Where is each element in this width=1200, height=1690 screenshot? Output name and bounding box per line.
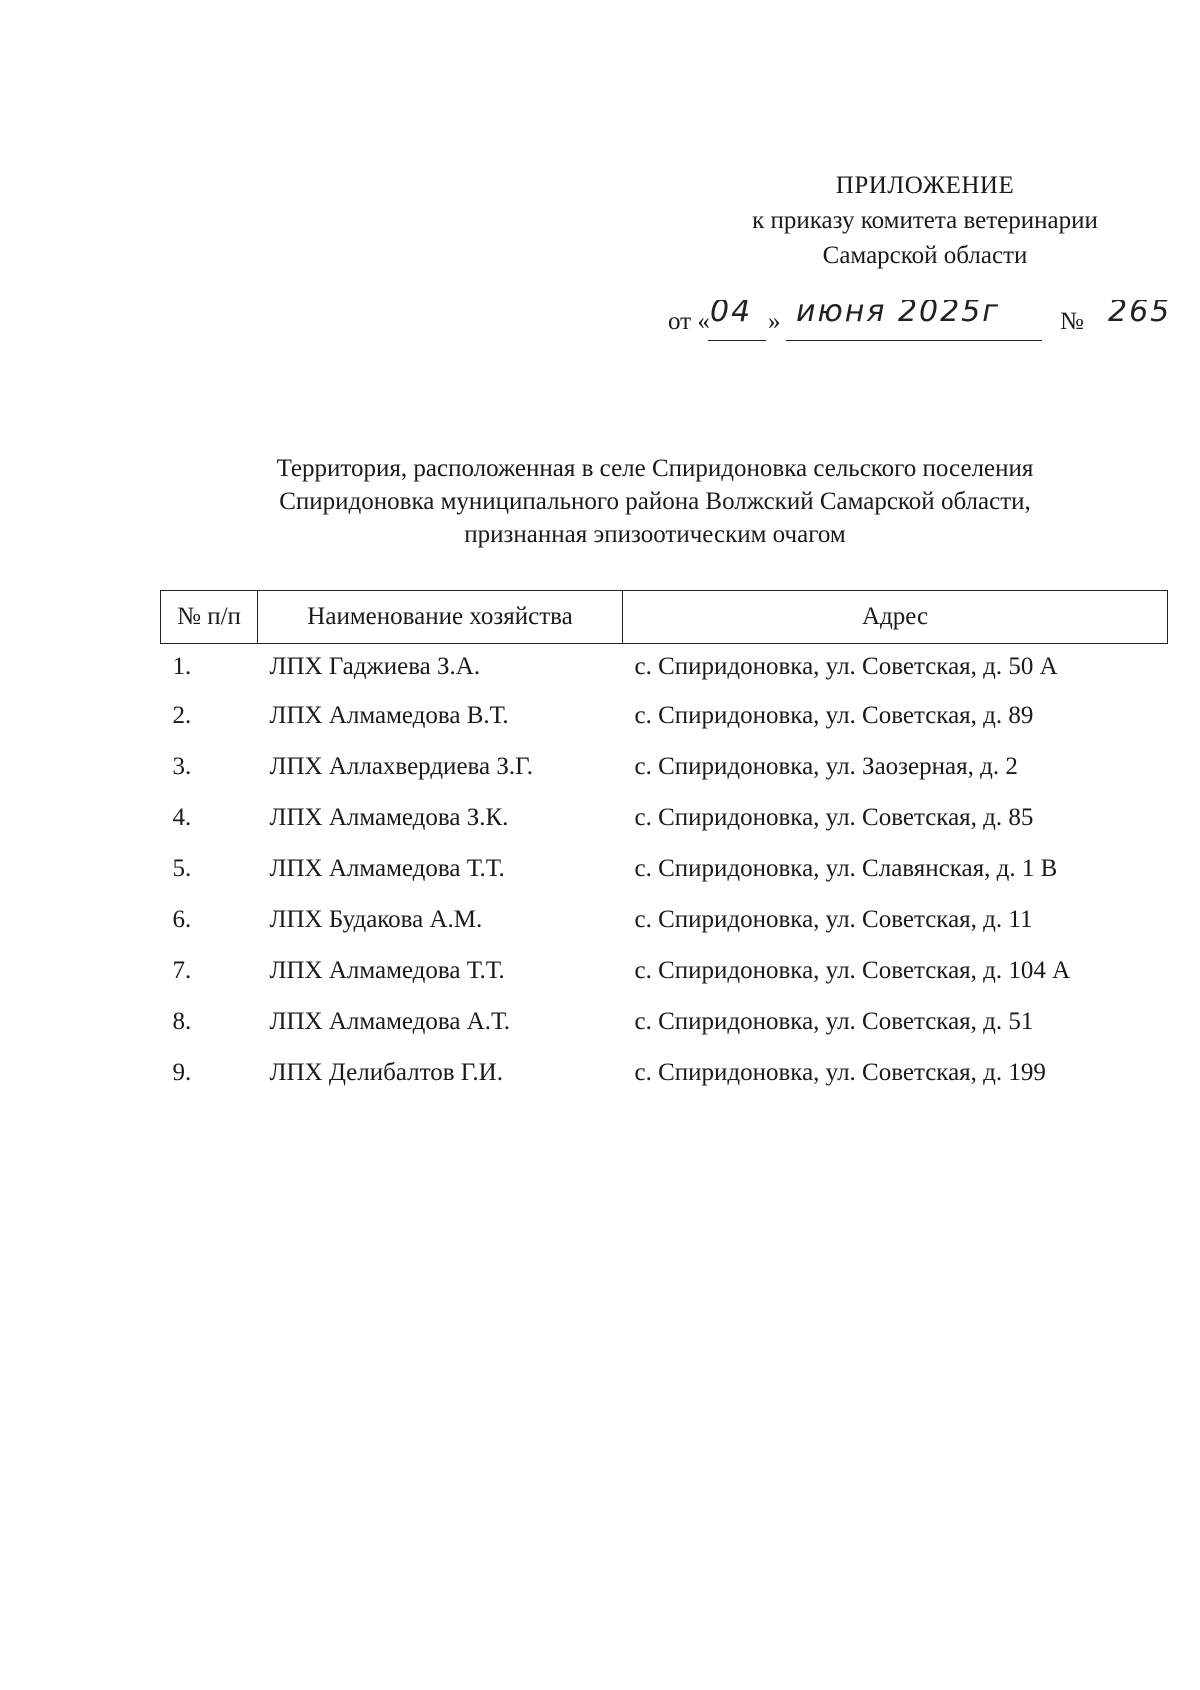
row-number: 7. bbox=[172, 956, 192, 984]
document-heading bbox=[150, 452, 1160, 551]
row-number: 3. bbox=[172, 752, 192, 780]
handwritten-day: 04 bbox=[710, 300, 753, 329]
table-row bbox=[161, 644, 1168, 691]
month-year-underline bbox=[786, 340, 1042, 341]
row-farm-name: ЛПХ Аллахвердиева З.Г. bbox=[269, 752, 534, 780]
row-number: 9. bbox=[172, 1058, 192, 1086]
handwritten-order-number: 265 bbox=[1108, 300, 1172, 329]
row-farm-name: ЛПХ Алмамедова З.К. bbox=[269, 803, 509, 831]
appendix-block bbox=[700, 168, 1150, 273]
handwritten-month-year: июня 2025г bbox=[796, 300, 1001, 329]
row-number: 2. bbox=[172, 701, 192, 729]
row-number: 8. bbox=[172, 1007, 192, 1035]
row-address: с. Спиридоновка, ул. Советская, д. 51 bbox=[634, 1007, 1034, 1035]
row-number: 4. bbox=[172, 803, 192, 831]
table-row bbox=[161, 1047, 1168, 1098]
table-row bbox=[161, 690, 1168, 741]
table-row bbox=[161, 894, 1168, 945]
row-farm-name: ЛПХ Алмамедова Т.Т. bbox=[269, 956, 505, 984]
header-address: Адрес bbox=[623, 591, 1168, 644]
row-farm-name: ЛПХ Алмамедова А.Т. bbox=[269, 1007, 511, 1035]
row-number: 1. bbox=[172, 653, 192, 680]
row-address: с. Спиридоновка, ул. Советская, д. 89 bbox=[634, 701, 1034, 729]
row-address: с. Спиридоновка, ул. Советская, д. 104 А bbox=[634, 956, 1071, 984]
row-address: с. Спиридоновка, ул. Советская, д. 85 bbox=[634, 803, 1034, 831]
date-from-label: от « bbox=[668, 308, 710, 335]
table-row bbox=[161, 792, 1168, 843]
header-farm-name: Наименование хозяйства bbox=[258, 591, 623, 644]
heading-line-2: Спиридоновка муниципального района Волжский Самарской области, bbox=[279, 488, 1031, 515]
date-quote-close: » bbox=[768, 308, 781, 335]
table-row bbox=[161, 945, 1168, 996]
heading-line-3: признанная эпизоотическим очагом bbox=[464, 521, 846, 548]
row-address: с. Спиридоновка, ул. Советская, д. 50 А bbox=[634, 653, 1058, 680]
heading-line-1: Территория, расположенная в селе Спиридоновка сельского поселения bbox=[276, 455, 1034, 482]
order-number-label: № bbox=[1060, 308, 1084, 335]
row-farm-name: ЛПХ Делибалтов Г.И. bbox=[269, 1058, 503, 1086]
row-farm-name: ЛПХ Алмамедова В.Т. bbox=[269, 701, 509, 729]
row-address: с. Спиридоновка, ул. Советская, д. 11 bbox=[634, 905, 1033, 933]
appendix-line-2: Самарской области bbox=[822, 242, 1028, 269]
table-row bbox=[161, 996, 1168, 1047]
row-number: 6. bbox=[172, 905, 192, 933]
appendix-line-1: к приказу комитета ветеринарии bbox=[752, 207, 1098, 234]
row-address: с. Спиридоновка, ул. Славянская, д. 1 В bbox=[634, 854, 1058, 882]
day-underline bbox=[708, 340, 766, 341]
row-address: с. Спиридоновка, ул. Советская, д. 199 bbox=[634, 1058, 1046, 1086]
table-row bbox=[161, 843, 1168, 894]
row-farm-name: ЛПХ Будакова А.М. bbox=[269, 905, 483, 933]
table-header-row bbox=[161, 591, 1168, 644]
row-address: с. Спиридоновка, ул. Заозерная, д. 2 bbox=[634, 752, 1018, 780]
table-row bbox=[161, 741, 1168, 792]
row-number: 5. bbox=[172, 854, 192, 882]
order-date-line bbox=[668, 300, 1200, 344]
row-farm-name: ЛПХ Алмамедова Т.Т. bbox=[269, 854, 505, 882]
farms-table bbox=[160, 590, 1168, 1098]
appendix-title: ПРИЛОЖЕНИЕ bbox=[835, 172, 1015, 199]
header-number: № п/п bbox=[161, 591, 258, 644]
row-farm-name: ЛПХ Гаджиева З.А. bbox=[269, 653, 481, 680]
